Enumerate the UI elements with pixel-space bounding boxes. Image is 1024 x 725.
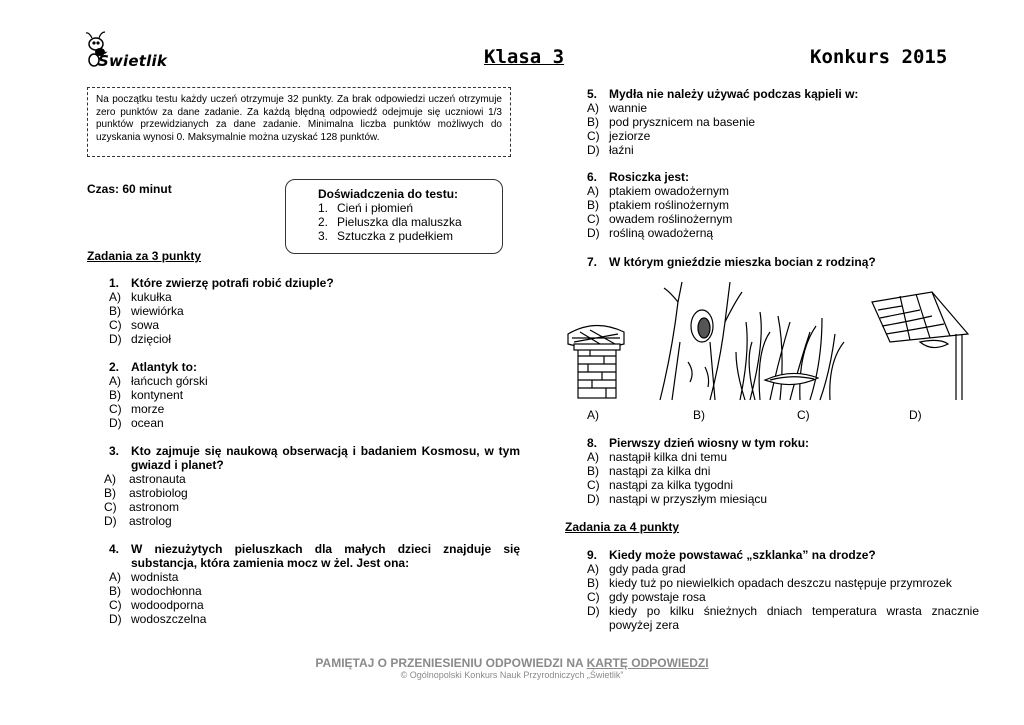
option-text: kontynent <box>131 388 184 402</box>
question-text: Kto zajmuje się naukową obserwacją i badaniem Kosmosu, w tym gwiazd i planet? <box>131 444 520 472</box>
experiment-text: Sztuczka z pudełkiem <box>337 229 454 243</box>
option-text: pod prysznicem na basenie <box>609 115 756 129</box>
option-letter: C) <box>587 590 600 604</box>
option-letter: C) <box>109 318 122 332</box>
answer-option[interactable] <box>587 604 979 632</box>
option-letter: D) <box>109 332 122 346</box>
option-text: nastąpi w przyszłym miesiącu <box>609 492 768 506</box>
question-2 <box>109 360 520 430</box>
question-title <box>587 170 980 184</box>
question-text: Atlantyk to: <box>131 360 197 374</box>
option-letter: A) <box>587 450 599 464</box>
option-text: ocean <box>131 416 164 430</box>
option-letter: B) <box>587 464 599 478</box>
answer-option[interactable] <box>587 198 980 212</box>
option-text: sowa <box>131 318 160 332</box>
answer-option[interactable] <box>109 332 520 346</box>
nest-drawings <box>560 282 980 402</box>
option-text: wodochłonna <box>131 584 202 598</box>
option-text: gdy pada grad <box>609 562 686 576</box>
option-letter: B) <box>587 576 599 590</box>
option-letter: C) <box>104 500 117 514</box>
option-text: gdy powstaje rosa <box>609 590 706 604</box>
option-letter: A) <box>587 184 599 198</box>
option-letter: D) <box>587 143 600 157</box>
question-title <box>587 548 979 562</box>
question-number: 9. <box>587 548 598 562</box>
question-title <box>587 255 980 269</box>
answer-option[interactable] <box>109 290 520 304</box>
roof-nest-icon[interactable] <box>872 292 968 400</box>
question-6 <box>587 170 980 240</box>
question-number: 5. <box>587 87 598 101</box>
answer-card-link: KARTĘ ODPOWIEDZI <box>586 656 709 670</box>
answer-option[interactable] <box>109 402 520 416</box>
question-3 <box>104 444 520 528</box>
grass-nest-icon[interactable] <box>736 312 844 400</box>
option-text: wodoszczelna <box>131 612 207 626</box>
option-text: kukułka <box>131 290 172 304</box>
option-letter: A) <box>104 472 116 486</box>
answer-option[interactable] <box>587 101 980 115</box>
time-label: Czas: 60 minut <box>87 182 172 196</box>
question-number: 3. <box>109 444 120 458</box>
option-letter: D) <box>587 604 600 618</box>
option-letter: C) <box>109 598 122 612</box>
question-number: 2. <box>109 360 120 374</box>
answer-option[interactable] <box>587 492 980 506</box>
option-text: kiedy tuż po niewielkich opadach deszczu następuje przymrozek <box>609 576 952 590</box>
answer-option[interactable] <box>109 570 520 584</box>
question-title <box>587 436 980 450</box>
footer-reminder-text: PAMIĘTAJ O PRZENIESIENIU ODPOWIEDZI NA <box>315 656 587 670</box>
answer-option[interactable] <box>587 464 980 478</box>
question-8 <box>587 436 980 506</box>
answer-option[interactable] <box>587 143 980 157</box>
tree-hollow-nest-icon[interactable] <box>660 282 742 400</box>
option-text: owadem roślinożernym <box>609 212 733 226</box>
option-letter: D) <box>104 514 117 528</box>
experiment-text: Pieluszka dla maluszka <box>337 215 462 229</box>
footer-copyright: © Ogólnopolski Konkurs Nauk Przyrodniczych „Świetlik” <box>400 670 624 680</box>
option-letter: B) <box>109 304 121 318</box>
answer-option[interactable] <box>104 500 520 514</box>
option-letter: B) <box>587 115 599 129</box>
answer-option[interactable] <box>109 612 520 626</box>
option-text: wodnista <box>131 570 179 584</box>
nest-option-a[interactable]: A) <box>587 408 599 422</box>
option-text: ptakiem owadożernym <box>609 184 730 198</box>
option-text: łańcuch górski <box>131 374 208 388</box>
option-letter: D) <box>109 612 122 626</box>
question-5 <box>587 87 980 157</box>
option-text: ptakiem roślinożernym <box>609 198 730 212</box>
nest-images <box>560 282 980 402</box>
option-text: jeziorze <box>609 129 651 143</box>
answer-option[interactable] <box>587 478 980 492</box>
question-number: 7. <box>587 255 598 269</box>
question-1 <box>109 276 520 346</box>
logo-text: Świetlik <box>98 52 168 70</box>
option-letter: C) <box>587 212 600 226</box>
answer-option[interactable] <box>104 472 520 486</box>
answer-option[interactable] <box>587 450 980 464</box>
answer-option[interactable] <box>104 514 520 528</box>
option-text: rośliną owadożerną <box>609 226 714 240</box>
answer-option[interactable] <box>109 304 520 318</box>
answer-option[interactable] <box>587 562 979 576</box>
question-number: 6. <box>587 170 598 184</box>
question-text: Kiedy może powstawać „szklanka” na drodze? <box>609 548 876 562</box>
question-4 <box>109 542 520 626</box>
answer-option[interactable] <box>587 115 980 129</box>
option-text: dzięcioł <box>131 332 172 346</box>
answer-option[interactable] <box>109 388 520 402</box>
answer-option[interactable] <box>587 226 980 240</box>
question-7 <box>587 255 980 269</box>
question-text: Mydła nie należy używać podczas kąpieli w: <box>609 87 859 101</box>
question-text: W którym gnieździe mieszka bocian z rodziną? <box>609 255 876 269</box>
answer-option[interactable] <box>587 129 980 143</box>
answer-option[interactable] <box>109 318 520 332</box>
contest-label: Konkurs 2015 <box>810 46 948 68</box>
option-text: łaźni <box>609 143 634 157</box>
answer-option[interactable] <box>587 576 979 590</box>
question-9 <box>587 548 979 632</box>
option-letter: C) <box>587 129 600 143</box>
option-text: astronom <box>129 500 180 514</box>
section-four-points: Zadania za 4 punkty <box>565 520 680 534</box>
option-letter: B) <box>104 486 116 500</box>
answer-option[interactable] <box>587 590 979 604</box>
experiment-item <box>318 229 502 243</box>
answer-option[interactable] <box>104 486 520 500</box>
answer-option[interactable] <box>109 584 520 598</box>
option-letter: C) <box>587 478 600 492</box>
answer-option[interactable] <box>587 212 980 226</box>
option-letter: A) <box>109 374 121 388</box>
experiment-item <box>318 201 502 215</box>
nest-option-b[interactable]: B) <box>693 408 705 422</box>
experiment-number: 2. <box>318 215 329 229</box>
question-title <box>587 87 980 101</box>
option-text: kiedy po kilku śnieżnych dniach temperatura wrasta znacznie powyżej zera <box>609 604 979 632</box>
question-title <box>109 360 520 374</box>
answer-option[interactable] <box>109 598 520 612</box>
question-title <box>109 542 520 570</box>
nest-option-c[interactable]: C) <box>797 408 810 422</box>
option-letter: B) <box>109 388 121 402</box>
rules-text: Na początku testu każdy uczeń otrzymuje 32 punkty. Za brak odpowiedzi uczeń otrzymuje zero punktów za dane zadanie. Za każdą błędną odpowiedź odejmuje się uczniowi 1/3 punktów przewidzianych za dane zadanie. Minimalna liczba punktów możliwych do uzyskania wynosi 0. Maksymalnie można uzyskać 128 punktów. <box>96 94 502 143</box>
option-text: wannie <box>609 101 648 115</box>
class-label: Klasa 3 <box>484 46 565 68</box>
question-text: Które zwierzę potrafi robić dziuple? <box>131 276 334 290</box>
experiments-box <box>285 179 503 254</box>
nest-option-labels <box>587 408 927 422</box>
option-text: astrolog <box>129 514 172 528</box>
option-text: astrobiolog <box>129 486 188 500</box>
option-letter: C) <box>109 402 122 416</box>
question-number: 4. <box>109 542 120 556</box>
option-text: astronauta <box>129 472 186 486</box>
option-letter: B) <box>587 198 599 212</box>
question-title <box>109 276 520 290</box>
option-letter: D) <box>109 416 122 430</box>
option-letter: A) <box>587 562 599 576</box>
option-letter: D) <box>587 492 600 506</box>
experiment-item <box>318 215 502 229</box>
question-title <box>104 444 520 472</box>
experiments-title: Doświadczenia do testu: <box>318 187 459 201</box>
footer-reminder <box>0 656 1024 670</box>
answer-option[interactable] <box>109 374 520 388</box>
option-letter: B) <box>109 584 121 598</box>
option-text: nastąpił kilka dni temu <box>609 450 728 464</box>
option-text: morze <box>131 402 165 416</box>
answer-option[interactable] <box>109 416 520 430</box>
option-text: wodoodporna <box>131 598 204 612</box>
option-text: nastąpi za kilka tygodni <box>609 478 734 492</box>
question-text: W niezużytych pieluszkach dla małych dzieci znajduje się substancja, która zamienia mocz w żel. Jest ona: <box>131 542 520 570</box>
chimney-nest-icon[interactable] <box>568 325 624 398</box>
option-letter: A) <box>587 101 599 115</box>
question-text: Rosiczka jest: <box>609 170 690 184</box>
answer-option[interactable] <box>587 184 980 198</box>
question-number: 1. <box>109 276 120 290</box>
option-text: wiewiórka <box>131 304 184 318</box>
section-three-points: Zadania za 3 punkty <box>87 249 202 263</box>
question-number: 8. <box>587 436 598 450</box>
option-letter: D) <box>587 226 600 240</box>
experiment-number: 1. <box>318 201 329 215</box>
question-text: Pierwszy dzień wiosny w tym roku: <box>609 436 810 450</box>
option-letter: A) <box>109 290 121 304</box>
experiment-text: Cień i płomień <box>337 201 414 215</box>
rules-box <box>87 87 511 157</box>
option-letter: A) <box>109 570 121 584</box>
nest-option-d[interactable]: D) <box>909 408 922 422</box>
experiment-number: 3. <box>318 229 329 243</box>
option-text: nastąpi za kilka dni <box>609 464 711 478</box>
